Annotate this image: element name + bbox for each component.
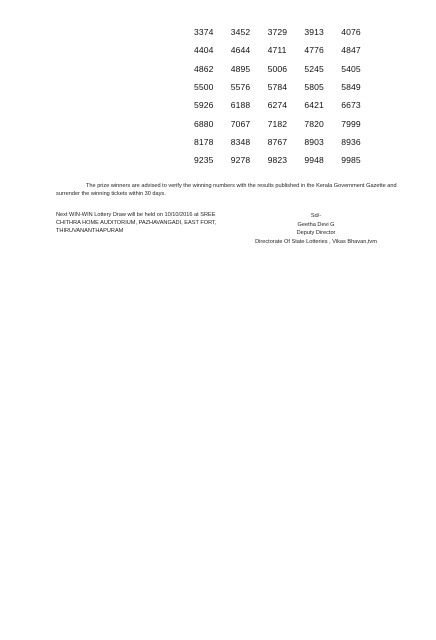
- winning-number: 3729: [267, 27, 288, 38]
- winning-number: 7182: [267, 118, 288, 129]
- number-row: [194, 60, 394, 78]
- next-draw-info: [56, 211, 242, 235]
- winning-number: 9235: [194, 155, 214, 166]
- signature-mark: Sd/-: [310, 213, 322, 219]
- winning-number: 3374: [194, 27, 214, 38]
- winning-number: 4847: [341, 45, 361, 56]
- winning-number: 5784: [267, 82, 288, 93]
- winning-number: 5849: [341, 82, 361, 93]
- winning-number: 5006: [267, 63, 288, 74]
- winning-number: 5245: [304, 63, 324, 74]
- number-row: [194, 41, 394, 59]
- winning-number: 3452: [230, 27, 251, 38]
- winning-number: 4895: [230, 63, 251, 74]
- signatory-office: Directorate Of State Lotteries , Vikas Bhavan,tvm: [255, 238, 377, 245]
- winning-number: 6188: [230, 100, 251, 111]
- number-row: [194, 151, 394, 169]
- signatory-name: Geetha Devi G: [297, 221, 335, 228]
- number-row: [194, 78, 394, 96]
- winning-number: 9985: [341, 155, 361, 166]
- number-row: [194, 114, 394, 132]
- number-row: [194, 23, 394, 41]
- winning-number: 9823: [267, 155, 288, 166]
- winning-number: 6274: [267, 100, 288, 111]
- winning-number: 3913: [304, 27, 324, 38]
- number-row: [194, 133, 394, 151]
- signature-block: [248, 212, 384, 246]
- winning-number: 6880: [194, 118, 214, 129]
- winning-number: 4776: [304, 45, 324, 56]
- winning-number: 4862: [194, 63, 214, 74]
- next-draw-line: Next WIN-WIN Lottery Draw will be held on 10/10/2016 at SREE: [56, 212, 216, 218]
- winning-number: 4711: [267, 45, 287, 56]
- winning-number: 7999: [341, 118, 361, 129]
- winning-number: 5405: [341, 63, 361, 74]
- winning-number: 6673: [341, 100, 361, 111]
- winning-number: 8936: [341, 136, 361, 147]
- winning-numbers-grid: [194, 23, 394, 169]
- prize-notice: The prize winners are advised to verify the winning numbers with the results published in the Kerala Government Gazette and surrender the winning tickets within 30 days.: [56, 183, 397, 197]
- winning-number: 5500: [194, 82, 214, 93]
- winning-number: 4076: [341, 27, 361, 38]
- winning-number: 5576: [230, 82, 251, 93]
- winning-number: 8903: [304, 136, 324, 147]
- winning-number: 5805: [304, 82, 324, 93]
- winning-number: 4404: [194, 45, 214, 56]
- winning-number: 7067: [230, 118, 251, 129]
- next-draw-line: THIRUVANANTHAPURAM: [56, 228, 124, 234]
- winning-number: 9278: [230, 155, 251, 166]
- signatory-designation: Deputy Director: [296, 230, 336, 236]
- winning-number: 8178: [194, 136, 214, 147]
- winning-number: 9948: [304, 155, 324, 166]
- next-draw-line: CHITHRA HOME AUDITORIUM, PAZHAVANGADI, EAST FORT,: [56, 220, 217, 226]
- winning-number: 6421: [304, 100, 324, 111]
- winning-number: 4644: [230, 45, 251, 56]
- number-row: [194, 96, 394, 114]
- winning-number: 8767: [267, 136, 288, 147]
- winning-number: 8348: [230, 136, 251, 147]
- winning-number: 5926: [194, 100, 214, 111]
- winning-number: 7820: [304, 118, 324, 129]
